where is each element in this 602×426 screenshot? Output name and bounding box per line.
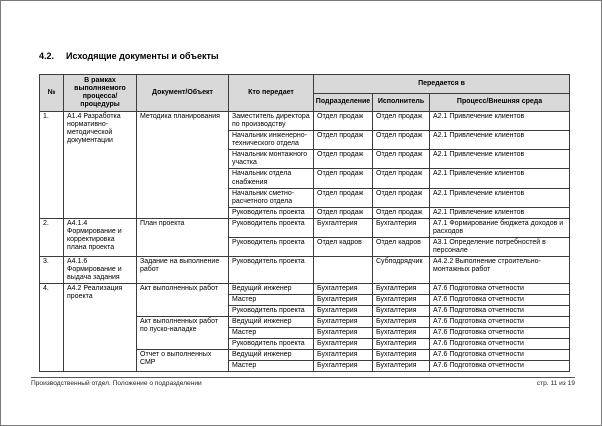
who-cell: Руководитель проекта	[229, 218, 314, 237]
executor-cell: Бухгалтерия	[373, 284, 430, 295]
division-cell: Бухгалтерия	[314, 339, 373, 350]
division-cell: Бухгалтерия	[314, 361, 373, 372]
division-cell: Отдел кадров	[314, 237, 373, 256]
target-process-cell: А2.1 Привлечение клиентов	[430, 150, 570, 169]
division-cell: Отдел продаж	[314, 188, 373, 207]
division-cell: Бухгалтерия	[314, 328, 373, 339]
who-cell: Руководитель проекта	[229, 339, 314, 350]
target-process-cell: А7.6 Подготовка отчетности	[430, 328, 570, 339]
target-process-cell: А2.1 Привлечение клиентов	[430, 207, 570, 218]
target-process-cell: А3.1 Определение потребностей в персонале	[430, 237, 570, 256]
footer-page-number: стр. 11 из 19	[536, 380, 575, 387]
division-cell: Бухгалтерия	[314, 317, 373, 328]
division-cell: Бухгалтерия	[314, 306, 373, 317]
target-process-cell: А7.6 Подготовка отчетности	[430, 350, 570, 361]
target-process-cell: А7.6 Подготовка отчетности	[430, 361, 570, 372]
executor-cell: Бухгалтерия	[373, 361, 430, 372]
header-no: №	[40, 75, 64, 112]
who-cell: Начальник сметно-расчетного отдела	[229, 188, 314, 207]
who-cell: Руководитель проекта	[229, 237, 314, 256]
target-process-cell: А2.1 Привлечение клиентов	[430, 188, 570, 207]
target-process-cell: А2.1 Привлечение клиентов	[430, 112, 570, 131]
page-footer	[31, 377, 575, 387]
row-number-cell: 2.	[40, 218, 64, 256]
header-target-process: Процесс/Внешняя среда	[430, 93, 570, 112]
process-cell: А1.4 Разработка нормативно-методической документации	[64, 112, 137, 219]
executor-cell: Бухгалтерия	[373, 306, 430, 317]
division-cell: Отдел продаж	[314, 169, 373, 188]
executor-cell: Бухгалтерия	[373, 295, 430, 306]
executor-cell: Отдел продаж	[373, 150, 430, 169]
who-cell: Ведущий инженер	[229, 317, 314, 328]
target-process-cell: А7.6 Подготовка отчетности	[430, 284, 570, 295]
target-process-cell: А7.6 Подготовка отчетности	[430, 339, 570, 350]
target-process-cell: А2.1 Привлечение клиентов	[430, 169, 570, 188]
outgoing-documents-table	[39, 74, 570, 372]
who-cell: Мастер	[229, 361, 314, 372]
division-cell: Отдел продаж	[314, 131, 373, 150]
row-number-cell: 1.	[40, 112, 64, 219]
target-process-cell: А7.6 Подготовка отчетности	[430, 295, 570, 306]
who-cell: Начальник инженерно-технического отдела	[229, 131, 314, 150]
section-heading	[39, 51, 219, 61]
table-body	[40, 112, 570, 372]
target-process-cell: А7.1 Формирование бюджета доходов и расходов	[430, 218, 570, 237]
document-cell: Методика планирования	[137, 112, 229, 219]
division-cell: Отдел продаж	[314, 112, 373, 131]
target-process-cell: А7.6 Подготовка отчетности	[430, 306, 570, 317]
row-number-cell: 3.	[40, 256, 64, 283]
row-number-cell: 4.	[40, 284, 64, 372]
executor-cell: Субподрядчик	[373, 256, 430, 283]
executor-cell: Бухгалтерия	[373, 339, 430, 350]
target-process-cell: А7.6 Подготовка отчетности	[430, 317, 570, 328]
executor-cell: Отдел продаж	[373, 112, 430, 131]
who-cell: Ведущий инженер	[229, 350, 314, 361]
division-cell: Отдел продаж	[314, 207, 373, 218]
header-document: Документ/Объект	[137, 75, 229, 112]
table-row	[40, 256, 570, 283]
process-cell: А4.1.4 Формирование и корректировка плана проекта	[64, 218, 137, 256]
process-cell: А4.1.6 Формирование и выдача задания	[64, 256, 137, 283]
table-row	[40, 112, 570, 131]
executor-cell: Отдел продаж	[373, 131, 430, 150]
division-cell: Отдел продаж	[314, 150, 373, 169]
document-cell: План проекта	[137, 218, 229, 256]
header-executor: Исполнитель	[373, 93, 430, 112]
executor-cell: Бухгалтерия	[373, 328, 430, 339]
header-process: В рамках выполняемого процесса/процедуры	[64, 75, 137, 112]
document-cell: Акт выполненных работ по пуско-наладке	[137, 317, 229, 350]
division-cell	[314, 256, 373, 283]
executor-cell: Отдел продаж	[373, 188, 430, 207]
division-cell: Бухгалтерия	[314, 295, 373, 306]
table-row	[40, 284, 570, 295]
table-header	[40, 75, 570, 112]
who-cell: Мастер	[229, 295, 314, 306]
who-cell: Ведущий инженер	[229, 284, 314, 295]
footer-document-name: Производственный отдел. Положение о подразделении	[31, 380, 202, 387]
who-cell: Руководитель проекта	[229, 207, 314, 218]
document-cell: Задание на выполнение работ	[137, 256, 229, 283]
executor-cell: Отдел продаж	[373, 207, 430, 218]
section-title: Исходящие документы и объекты	[66, 51, 219, 61]
executor-cell: Отдел продаж	[373, 169, 430, 188]
header-division: Подразделение	[314, 93, 373, 112]
division-cell: Бухгалтерия	[314, 284, 373, 295]
target-process-cell: А4.2.2 Выполнение строительно-монтажных работ	[430, 256, 570, 283]
table-row	[40, 218, 570, 237]
document-cell: Отчет о выполненных СМР	[137, 350, 229, 372]
executor-cell: Бухгалтерия	[373, 350, 430, 361]
who-cell: Руководитель проекта	[229, 306, 314, 317]
who-cell: Заместитель директора по производству	[229, 112, 314, 131]
executor-cell: Бухгалтерия	[373, 317, 430, 328]
executor-cell: Отдел кадров	[373, 237, 430, 256]
who-cell: Руководитель проекта	[229, 256, 314, 283]
executor-cell: Бухгалтерия	[373, 218, 430, 237]
division-cell: Бухгалтерия	[314, 350, 373, 361]
header-row-top	[40, 75, 570, 94]
header-who: Кто передает	[229, 75, 314, 112]
division-cell: Бухгалтерия	[314, 218, 373, 237]
target-process-cell: А2.1 Привлечение клиентов	[430, 131, 570, 150]
who-cell: Мастер	[229, 328, 314, 339]
who-cell: Начальник монтажного участка	[229, 150, 314, 169]
document-cell: Акт выполненных работ	[137, 284, 229, 317]
who-cell: Начальник отдела снабжения	[229, 169, 314, 188]
section-number: 4.2.	[39, 51, 55, 61]
process-cell: А4.2 Реализация проекта	[64, 284, 137, 372]
header-transferred-to: Передается в	[314, 75, 570, 94]
